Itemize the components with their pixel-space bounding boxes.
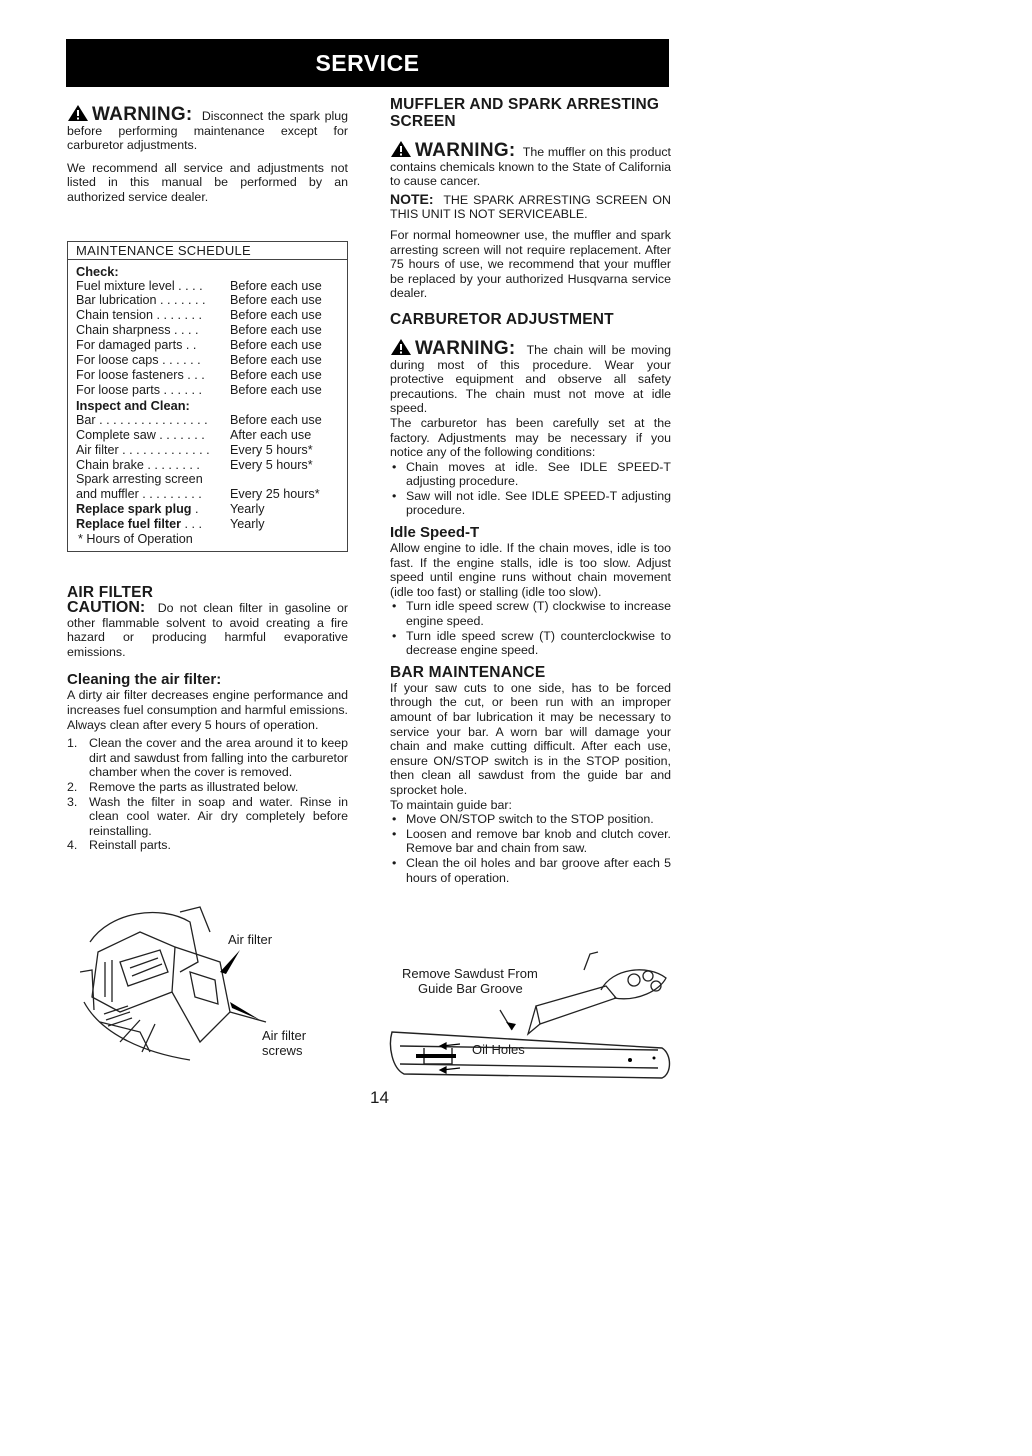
bullet-icon: •	[392, 459, 397, 474]
muffler-warning-paragraph	[390, 140, 671, 189]
schedule-title: MAINTENANCE SCHEDULE	[68, 242, 347, 260]
warning-triangle-icon	[390, 140, 412, 158]
schedule-inspect-label: Inspect and Clean:	[76, 397, 190, 413]
schedule-row: For loose caps . . . . . . Before each use	[76, 353, 322, 368]
left-column	[67, 104, 348, 853]
warning-label: WARNING:	[92, 104, 193, 125]
warning-triangle-icon	[67, 104, 89, 122]
bullet-icon: •	[392, 599, 397, 614]
fig-label-air-filter-screws: Air filter screws	[262, 1028, 307, 1058]
recommend-paragraph: We recommend all service and adjustments not listed in this manual be performed by an authorized service dealer.	[67, 160, 348, 204]
bar-maintenance-list	[390, 812, 671, 885]
schedule-row: Replace spark plug . Yearly	[76, 502, 265, 517]
caution-paragraph	[67, 598, 348, 659]
schedule-row: For loose fasteners . . . Before each use	[76, 368, 322, 382]
schedule-row: Spark arresting screen	[76, 472, 203, 487]
idle-speed-heading: Idle Speed-T	[390, 524, 480, 542]
bullet-icon: •	[392, 628, 397, 643]
bullet-icon: •	[392, 855, 397, 870]
bullet-icon: •	[392, 488, 397, 503]
bar-maintenance-body: If your saw cuts to one side, has to be forced through the cut, or been run with an improper amount of bar lubrication it may be necessary to service your bar. A worn bar will damage your chain and make cutting difficult. After each use, ensure ON/STOP switch is in the STOP position, then clean all sawdust from the guide bar and sprocket hole.	[390, 680, 671, 797]
bar-maintenance-intro: To maintain guide bar:	[390, 797, 512, 812]
idle-speed-list	[390, 599, 671, 657]
list-item: 3. Wash the filter in soap and water. Rinse in clean cool water. Air dry completely before reinstalling.	[67, 794, 348, 838]
schedule-row: Chain sharpness . . . . Before each use	[76, 323, 322, 338]
air-filter-heading: AIR FILTER	[67, 583, 154, 601]
fig-label-remove-sawdust: Remove Sawdust From Guide Bar Groove	[402, 966, 538, 996]
muffler-heading: MUFFLER AND SPARK ARRESTING SCREEN	[390, 96, 660, 130]
schedule-row: Chain tension . . . . . . . Before each use	[76, 308, 322, 323]
fig-label-air-filter: Air filter	[228, 932, 273, 947]
schedule-row: For damaged parts . . Before each use	[76, 338, 322, 353]
list-item: • Chain moves at idle. See IDLE SPEED-T adjusting procedure.	[392, 459, 671, 489]
carb-warning-paragraph	[390, 338, 671, 416]
bullet-icon: •	[392, 812, 397, 827]
warning-label: WARNING:	[415, 140, 516, 161]
list-item: • Clean the oil holes and bar groove after each 5 hours of operation.	[392, 855, 671, 885]
note-text: THE SPARK ARRESTING SCREEN ON THIS UNIT IS NOT SERVICEABLE.	[390, 192, 671, 222]
warning-text: Disconnect the spark plug before performing maintenance except for carburetor adjustments.	[67, 109, 348, 153]
page-number: 14	[370, 1088, 389, 1107]
schedule-check-label: Check:	[76, 263, 119, 279]
list-item: • Turn idle speed screw (T) clockwise to increase engine speed.	[392, 599, 671, 629]
schedule-row: Air filter . . . . . . . . . . . . . Every 5 hours*	[76, 442, 313, 457]
bar-maintenance-heading: BAR MAINTENANCE	[390, 663, 546, 681]
carburetor-body: The carburetor has been carefully set at the factory. Adjustments may be necessary if you notice any of the following conditions:	[390, 415, 671, 460]
warning-text: The muffler on this product contains chemicals known to the State of California to cause cancer.	[390, 145, 671, 189]
schedule-row: Replace fuel filter . . . Yearly	[76, 517, 265, 532]
carburetor-conditions-list	[390, 460, 671, 518]
list-item: • Turn idle speed screw (T) counterclockwise to decrease engine speed.	[392, 628, 671, 658]
cleaning-heading: Cleaning the air filter:	[67, 671, 222, 689]
warning-triangle-icon	[390, 338, 412, 356]
carburetor-heading: CARBURETOR ADJUSTMENT	[390, 310, 614, 328]
warning-label: WARNING:	[415, 337, 516, 359]
bullet-icon: •	[392, 826, 397, 841]
right-column	[390, 96, 671, 885]
page-title: SERVICE	[315, 49, 420, 76]
list-item: 4. Reinstall parts.	[67, 838, 171, 853]
list-item: 1. Clean the cover and the area around it to keep dirt and sawdust from falling into the carburetor chamber when the cover is removed.	[67, 736, 348, 780]
schedule-row: and muffler . . . . . . . . . Every 25 hours*	[76, 487, 320, 502]
note-label: NOTE:	[390, 190, 434, 207]
list-item: • Saw will not idle. See IDLE SPEED-T adjusting procedure.	[392, 488, 671, 518]
cleaning-paragraph: A dirty air filter decreases engine performance and increases fuel consumption and harmful emissions. Always clean after every 5 hours of operation.	[67, 688, 348, 732]
air-filter-illustration	[80, 902, 273, 1064]
caution-text: Do not clean filter in gasoline or other flammable solvent to avoid creating a fire hazard or producing harmful evaporative emissions.	[67, 600, 348, 659]
schedule-row: Chain brake . . . . . . . . Every 5 hours*	[76, 457, 313, 472]
warning-paragraph	[67, 104, 348, 153]
schedule-row: Bar . . . . . . . . . . . . . . . . Before each use	[76, 412, 322, 427]
list-item: • Move ON/STOP switch to the STOP position.	[392, 812, 654, 827]
schedule-footnote: * Hours of Operation	[78, 532, 193, 547]
schedule-row: Complete saw . . . . . . . After each use	[76, 427, 312, 442]
warning-text: The chain will be moving during most of this procedure. Wear your protective equipment and observe all safety precautions. The chain must not move at idle speed.	[390, 342, 671, 416]
schedule-row: For loose parts . . . . . . Before each use	[76, 382, 322, 397]
cleaning-steps-list	[67, 736, 348, 853]
list-item: 2. Remove the parts as illustrated below.	[67, 779, 299, 794]
idle-speed-body: Allow engine to idle. If the chain moves, idle is too fast. If the engine stalls, idle is too slow. Adjust speed until engine runs without chain movement (idle too fast) or stalling (idle too slow).	[390, 541, 671, 599]
schedule-row: Bar lubrication . . . . . . . Before each use	[76, 293, 322, 308]
caution-label: CAUTION:	[67, 598, 146, 616]
list-item: • Loosen and remove bar knob and clutch cover. Remove bar and chain from saw.	[392, 826, 671, 856]
muffler-body: For normal homeowner use, the muffler and spark arresting screen will not require replacement. After 75 hours of use, we recommend that your muffler be replaced by your authorized Husqvarna service dealer.	[390, 227, 671, 301]
schedule-row: Fuel mixture level . . . . Before each use	[76, 278, 322, 293]
fig-label-oil-holes: Oil Holes	[472, 1042, 525, 1057]
note-paragraph	[390, 192, 671, 222]
maintenance-schedule-table	[67, 241, 348, 552]
page-header-banner	[66, 39, 669, 87]
